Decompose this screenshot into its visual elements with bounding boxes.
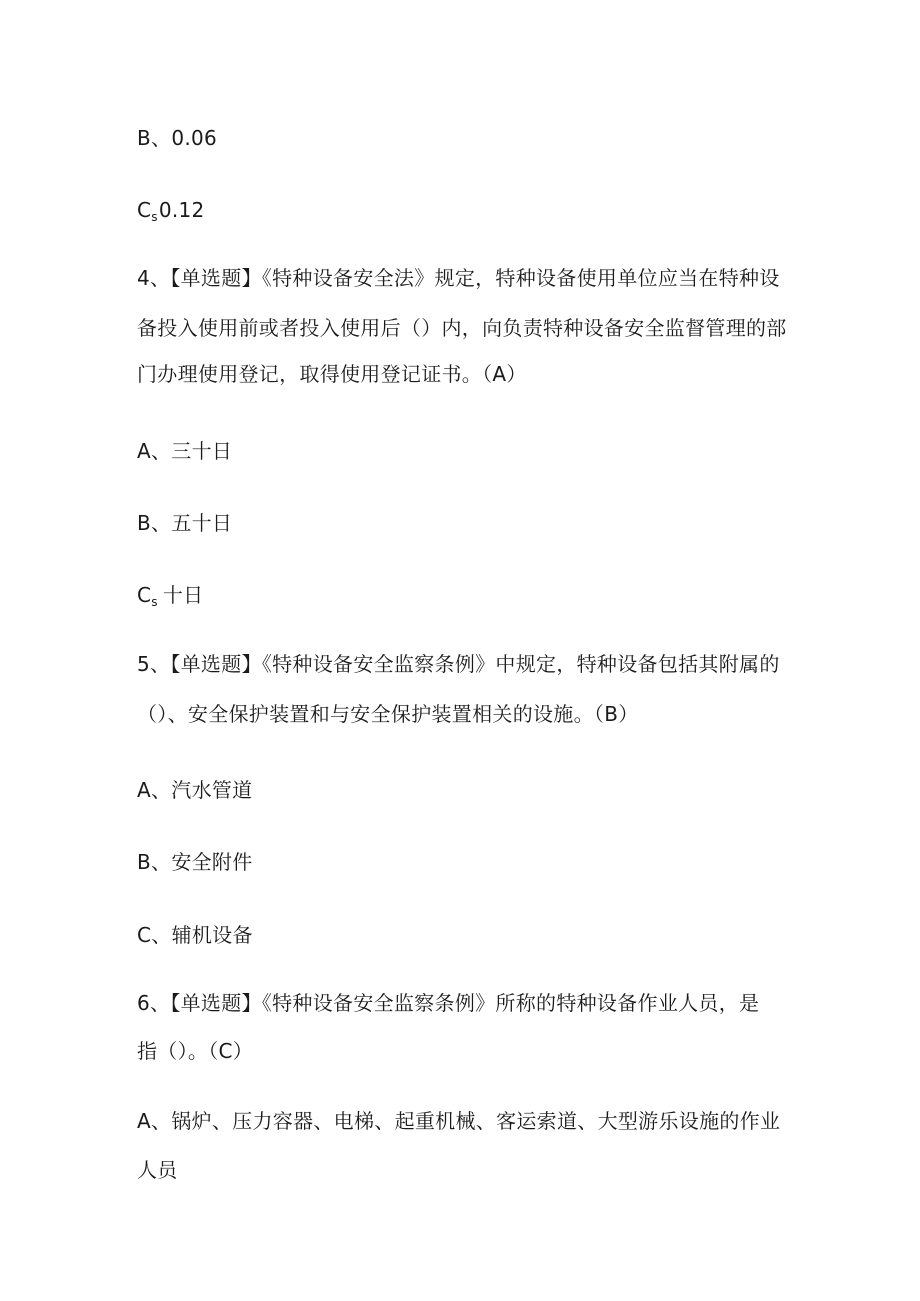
option-text: 0.12 xyxy=(158,198,205,222)
option-b-q4: B、五十日 xyxy=(137,511,233,535)
option-a-q4: A、三十日 xyxy=(137,439,233,463)
question-4-line-2: 备投入使用前或者投入使用后（）内，向负责特种设备安全监督管理的部 xyxy=(137,316,787,340)
option-c-q5: C、辅机设备 xyxy=(137,923,253,947)
option-letter: C xyxy=(137,198,152,222)
question-4-line-1: 4、【单选题】《特种设备安全法》规定，特种设备使用单位应当在特种设 xyxy=(137,266,780,290)
option-subscript: s xyxy=(151,595,158,609)
option-c-q3 xyxy=(137,198,797,229)
question-4-line-3: 门办理使用登记，取得使用登记证书。（A） xyxy=(137,362,527,386)
option-a-q6-line-1: A、锅炉、压力容器、电梯、起重机械、客运索道、大型游乐设施的作业 xyxy=(137,1109,781,1133)
question-5-line-2: （）、安全保护装置和与安全保护装置相关的设施。（B） xyxy=(137,702,639,726)
question-6-line-2: 指（）。（C） xyxy=(137,1039,254,1063)
option-b-q5: B、安全附件 xyxy=(137,850,253,874)
option-a-q6-line-2: 人员 xyxy=(137,1158,178,1182)
option-b-q3: B、0.06 xyxy=(137,126,218,150)
option-c-q4 xyxy=(137,583,797,614)
question-5-line-1: 5、【单选题】《特种设备安全监察条例》中规定，特种设备包括其附属的 xyxy=(137,652,780,676)
option-text: 十日 xyxy=(162,583,204,607)
question-6-line-1: 6、【单选题】《特种设备安全监察条例》所称的特种设备作业人员，是 xyxy=(137,991,760,1015)
option-subscript: s xyxy=(151,210,158,224)
option-a-q5: A、汽水管道 xyxy=(137,778,253,802)
option-letter: C xyxy=(137,583,152,607)
